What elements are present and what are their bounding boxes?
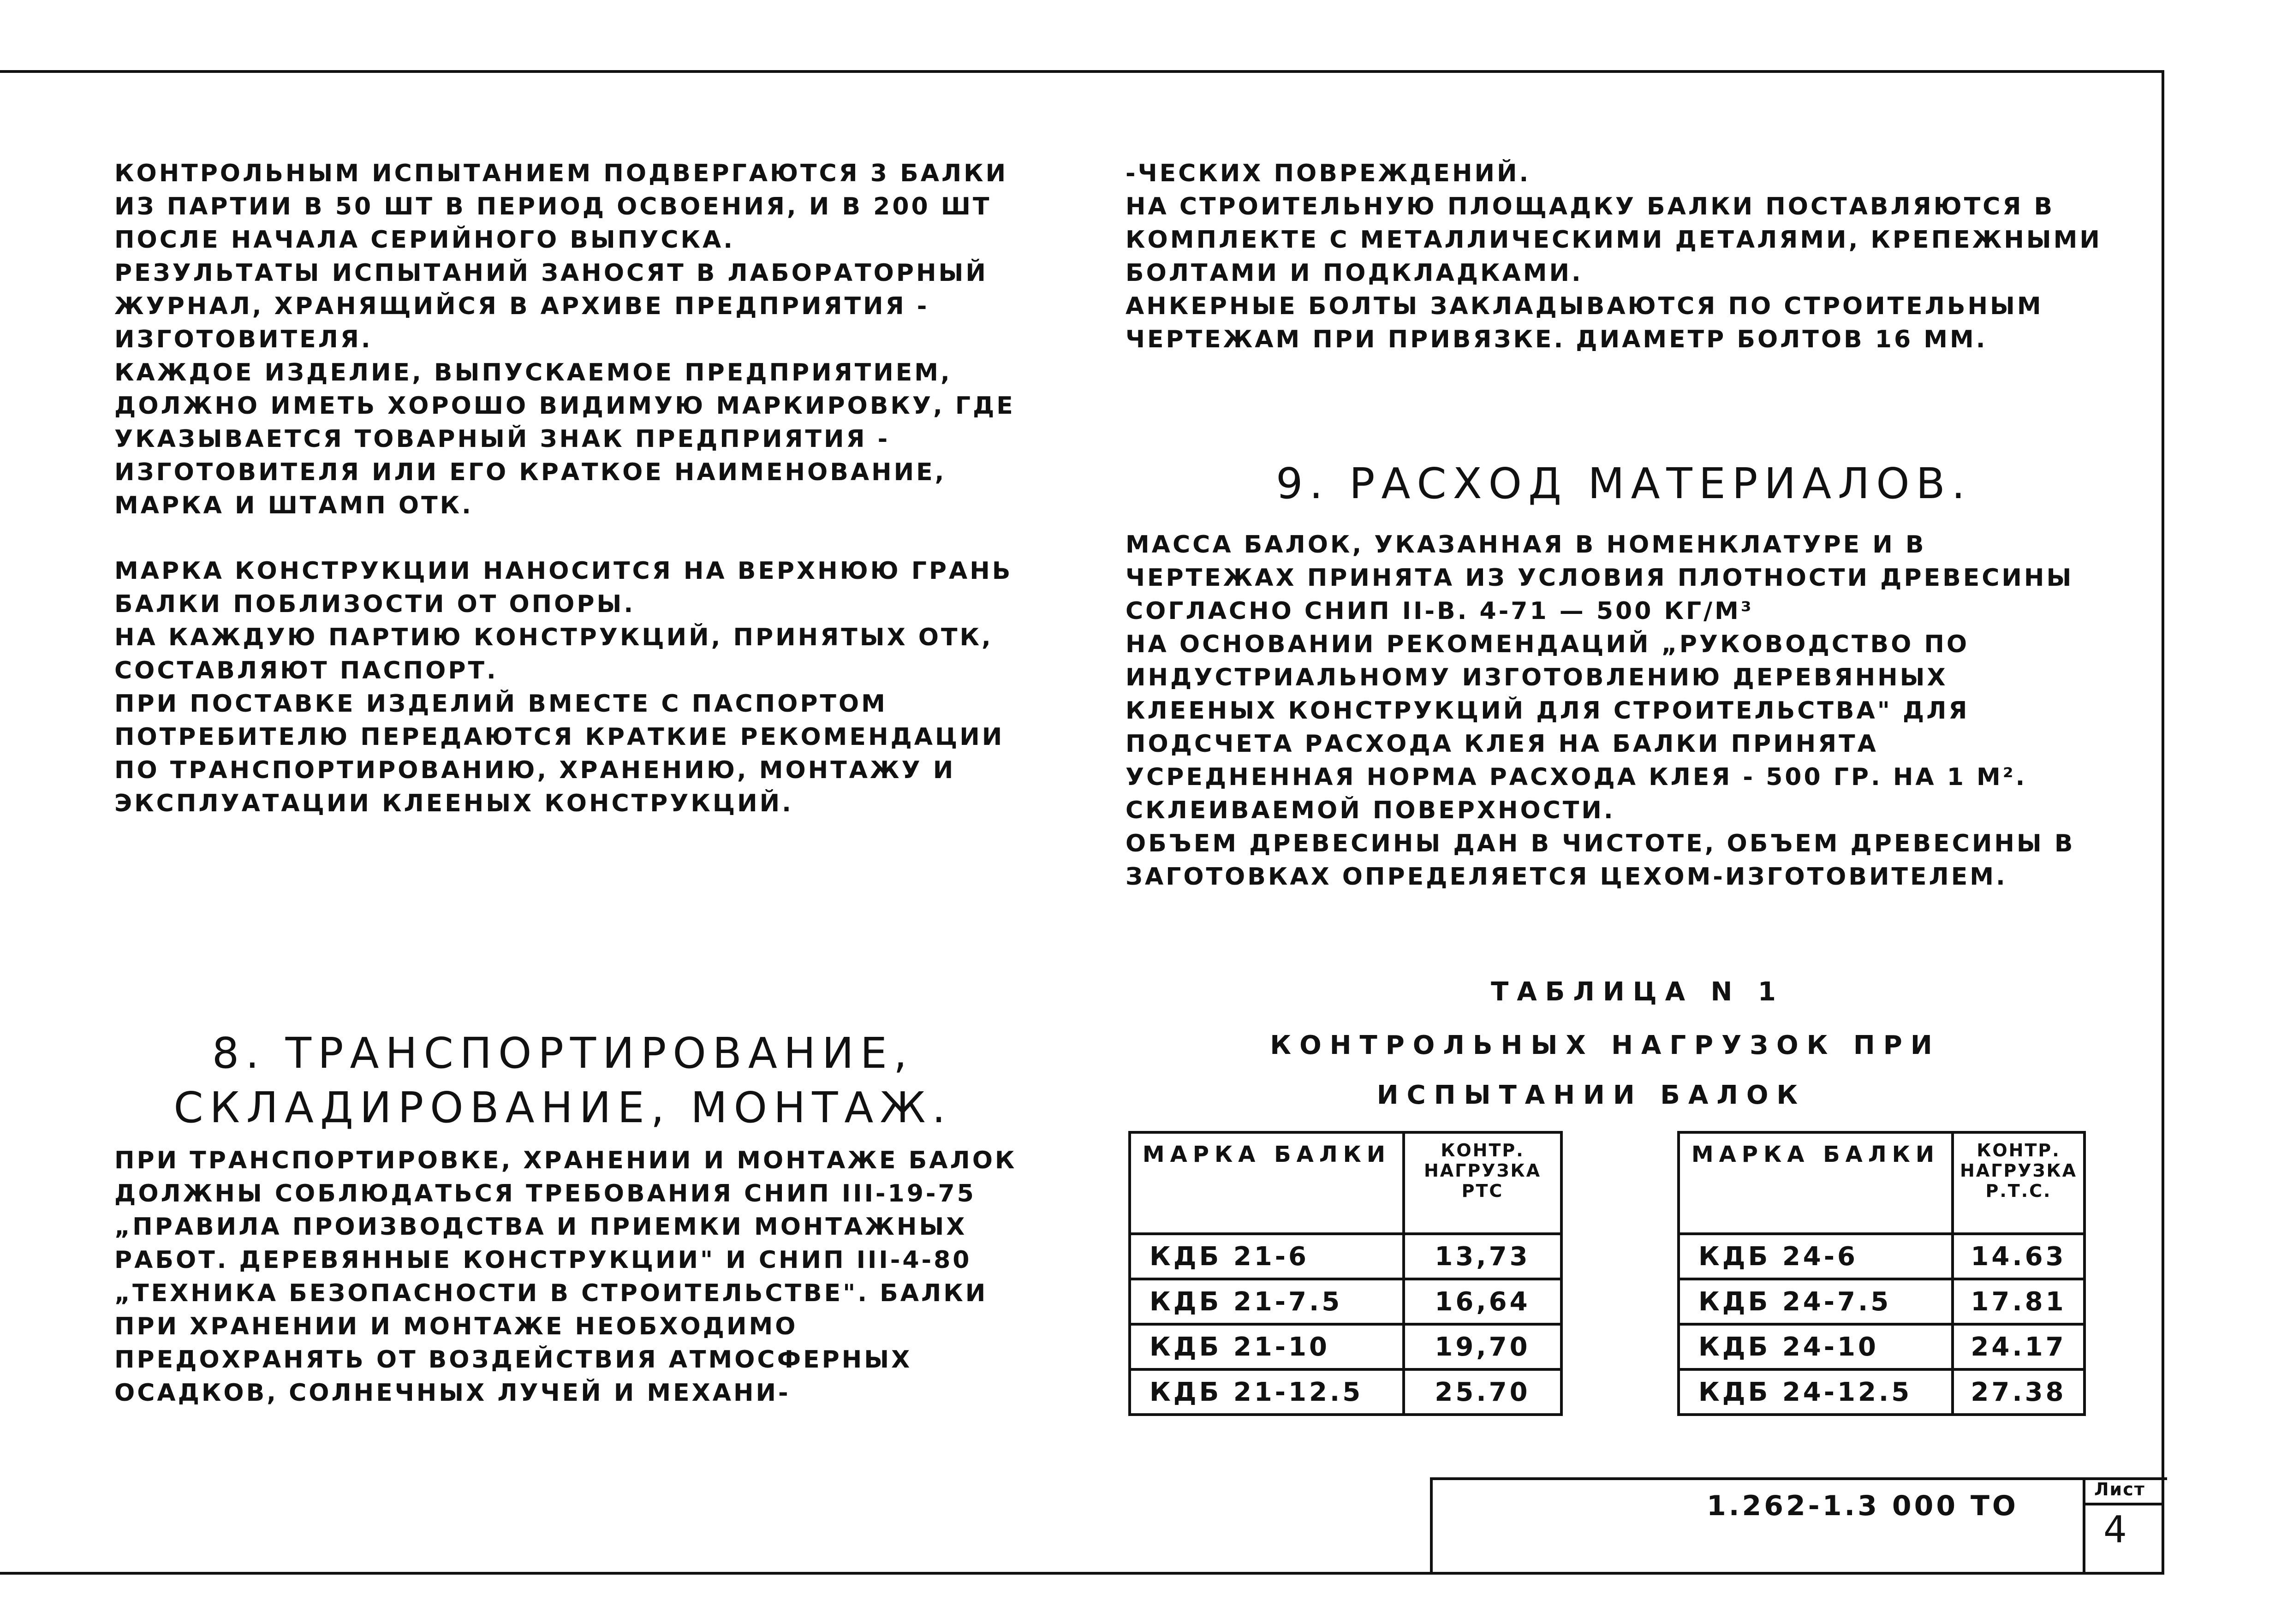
frame-right-line — [2162, 70, 2164, 1575]
paragraph-brand-location: МАРКА КОНСТРУКЦИИ НАНОСИТСЯ НА ВЕРХНЮЮ ГРАНЬ БАЛКИ ПОБЛИЗОСТИ ОТ ОПОРЫ. — [114, 557, 1013, 618]
table-row — [1130, 1234, 1561, 1279]
section9-heading: 9. РАСХОД МАТЕРИАЛОВ. — [1275, 459, 1972, 508]
frame-top-line — [0, 70, 2164, 73]
table-row — [1679, 1369, 2085, 1415]
paragraph-recommendations: ПРИ ПОСТАВКЕ ИЗДЕЛИЙ ВМЕСТЕ С ПАСПОРТОМ ПОТРЕБИТЕЛЮ ПЕРЕДАЮТСЯ КРАТКИЕ РЕКОМЕНДАЦИИ ПО ТРАНСПОРТИРОВАНИЮ, ХРАНЕНИЮ, МОНТАЖУ И ЭКСПЛУАТАЦИИ КЛЕЕНЫХ КОНСТРУКЦИЙ. — [114, 690, 1005, 817]
table-row — [1679, 1234, 2085, 1279]
paragraph-wood-volume: ОБЪЕМ ДРЕВЕСИНЫ ДАН В ЧИСТОТЕ, ОБЪЕМ ДРЕВЕСИНЫ В ЗАГОТОВКАХ ОПРЕДЕЛЯЕТСЯ ЦЕХОМ-ИЗГОТОВИТЕЛЕМ. — [1126, 830, 2075, 891]
paragraph-delivery: НА СТРОИТЕЛЬНУЮ ПЛОЩАДКУ БАЛКИ ПОСТАВЛЯЮТСЯ В КОМПЛЕКТЕ С МЕТАЛЛИЧЕСКИМИ ДЕТАЛЯМИ, КРЕПЕЖНЫМИ БОЛТАМИ И ПОДКЛАДКАМИ. — [1126, 193, 2102, 287]
table-row — [1679, 1324, 2085, 1369]
section9-text — [1126, 528, 2103, 893]
cell-brand: КДБ 21-6 — [1130, 1234, 1404, 1279]
header-brand: МАРКА БАЛКИ — [1679, 1132, 1953, 1234]
sheet-number: 4 — [2103, 1508, 2127, 1551]
cell-load: 14.63 — [1953, 1234, 2085, 1279]
cell-brand: КДБ 21-12.5 — [1130, 1369, 1404, 1415]
section8-text: ПРИ ТРАНСПОРТИРОВКЕ, ХРАНЕНИИ И МОНТАЖЕ БАЛОК ДОЛЖНЫ СОБЛЮДАТЬСЯ ТРЕБОВАНИЯ СНИП III-19-75 „ПРАВИЛА ПРОИЗВОДСТВА И ПРИЕМКИ МОНТАЖНЫХ РАБОТ. ДЕРЕВЯННЫЕ КОНСТРУКЦИИ" И СНИП III-4-80 „ТЕХНИКА БЕЗОПАСНОСТИ В СТРОИТЕЛЬСТВЕ". БАЛКИ ПРИ ХРАНЕНИИ И МОНТАЖЕ НЕОБХОДИМО ПРЕДОХРАНЯТЬ ОТ ВОЗДЕЙСТВИЯ АТМОСФЕРНЫХ ОСАДКОВ, СОЛНЕЧНЫХ ЛУЧЕЙ И МЕХАНИ- — [114, 1147, 1017, 1407]
cell-load: 16,64 — [1404, 1279, 1561, 1324]
table-row — [1130, 1369, 1561, 1415]
paragraph-control-tests: КОНТРОЛЬНЫМ ИСПЫТАНИЕМ ПОДВЕРГАЮТСЯ 3 БАЛКИ ИЗ ПАРТИИ В 50 ШТ В ПЕРИОД ОСВОЕНИЯ, И В 200 ШТ ПОСЛЕ НАЧАЛА СЕРИЙНОГО ВЫПУСКА. — [114, 160, 1008, 254]
paragraph-gap — [114, 522, 1028, 554]
cell-brand: КДБ 24-7.5 — [1679, 1279, 1953, 1324]
paragraph-anchor-bolts: АНКЕРНЫЕ БОЛТЫ ЗАКЛАДЫВАЮТСЯ ПО СТРОИТЕЛЬНЫМ ЧЕРТЕЖАМ ПРИ ПРИВЯЗКЕ. ДИАМЕТР БОЛТОВ 16 ММ. — [1126, 292, 2043, 353]
paragraph-marking: КАЖДОЕ ИЗДЕЛИЕ, ВЫПУСКАЕМОЕ ПРЕДПРИЯТИЕМ, ДОЛЖНО ИМЕТЬ ХОРОШО ВИДИМУЮ МАРКИРОВКУ, ГДЕ УКАЗЫВАЕТСЯ ТОВАРНЫЙ ЗНАК ПРЕДПРИЯТИЯ - ИЗГОТОВИТЕЛЯ ИЛИ ЕГО КРАТКОЕ НАИМЕНОВАНИЕ, МАРКА И ШТАМП ОТК. — [114, 359, 1015, 519]
sheet-label: Лист — [2094, 1479, 2145, 1499]
paragraph-damage-continuation: -ЧЕСКИХ ПОВРЕЖДЕНИЙ. — [1126, 160, 1531, 187]
cell-brand: КДБ 21-7.5 — [1130, 1279, 1404, 1324]
sheet-cell-divider — [2083, 1503, 2162, 1505]
document-code: 1.262-1.3 000 ТО — [1707, 1490, 2019, 1522]
right-column-text — [1126, 157, 2103, 356]
cell-load: 13,73 — [1404, 1234, 1561, 1279]
header-load: КОНТР. НАГРУЗКА РТС — [1404, 1132, 1561, 1234]
cell-load: 27.38 — [1953, 1369, 2085, 1415]
cell-load: 19,70 — [1404, 1324, 1561, 1369]
cell-brand: КДБ 24-10 — [1679, 1324, 1953, 1369]
left-column-text — [114, 157, 1028, 820]
loads-table-left — [1128, 1131, 1563, 1416]
table-row — [1130, 1324, 1561, 1369]
cell-load: 17.81 — [1953, 1279, 2085, 1324]
table-row — [1679, 1279, 2085, 1324]
table-header-row — [1679, 1132, 2085, 1234]
table-caption-line3: ИСПЫТАНИИ БАЛОК — [1376, 1080, 1806, 1110]
table-caption-line2: КОНТРОЛЬНЫХ НАГРУЗОК ПРИ — [1270, 1030, 1941, 1060]
paragraph-glue: НА ОСНОВАНИИ РЕКОМЕНДАЦИЙ „РУКОВОДСТВО ПО ИНДУСТРИАЛЬНОМУ ИЗГОТОВЛЕНИЮ ДЕРЕВЯННЫХ КЛЕЕНЫХ КОНСТРУКЦИЙ ДЛЯ СТРОИТЕЛЬСТВА" ДЛЯ ПОДСЧЕТА РАСХОДА КЛЕЯ НА БАЛКИ ПРИНЯТА УСРЕДНЕННАЯ НОРМА РАСХОДА КЛЕЯ - 500 ГР. НА 1 М². СКЛЕИВАЕМОЙ ПОВЕРХНОСТИ. — [1126, 631, 2027, 824]
table-caption-title: ТАБЛИЦА N 1 — [1491, 977, 1784, 1007]
cell-brand: КДБ 24-12.5 — [1679, 1369, 1953, 1415]
header-load: КОНТР. НАГРУЗКА Р.Т.С. — [1953, 1132, 2085, 1234]
cell-brand: КДБ 24-6 — [1679, 1234, 1953, 1279]
loads-table-right — [1677, 1131, 2086, 1416]
cell-load: 25.70 — [1404, 1369, 1561, 1415]
paragraph-test-results: РЕЗУЛЬТАТЫ ИСПЫТАНИЙ ЗАНОСЯТ В ЛАБОРАТОРНЫЙ ЖУРНАЛ, ХРАНЯЩИЙСЯ В АРХИВЕ ПРЕДПРИЯТИЯ - ИЗГОТОВИТЕЛЯ. — [114, 259, 988, 353]
header-brand: МАРКА БАЛКИ — [1130, 1132, 1404, 1234]
cell-load: 24.17 — [1953, 1324, 2085, 1369]
table-row — [1130, 1279, 1561, 1324]
paragraph-passport: НА КАЖДУЮ ПАРТИЮ КОНСТРУКЦИЙ, ПРИНЯТЫХ ОТК, СОСТАВЛЯЮТ ПАСПОРТ. — [114, 624, 993, 684]
section8-heading: 8. ТРАНСПОРТИРОВАНИЕ, СКЛАДИРОВАНИЕ, МОНТАЖ. — [173, 1029, 952, 1132]
paragraph-mass: МАССА БАЛОК, УКАЗАННАЯ В НОМЕНКЛАТУРЕ И В ЧЕРТЕЖАХ ПРИНЯТА ИЗ УСЛОВИЯ ПЛОТНОСТИ ДРЕВЕСИНЫ СОГЛАСНО СНИП II-В. 4-71 — 500 КГ/М³ — [1126, 531, 2074, 625]
cell-brand: КДБ 21-10 — [1130, 1324, 1404, 1369]
table-header-row — [1130, 1132, 1561, 1234]
